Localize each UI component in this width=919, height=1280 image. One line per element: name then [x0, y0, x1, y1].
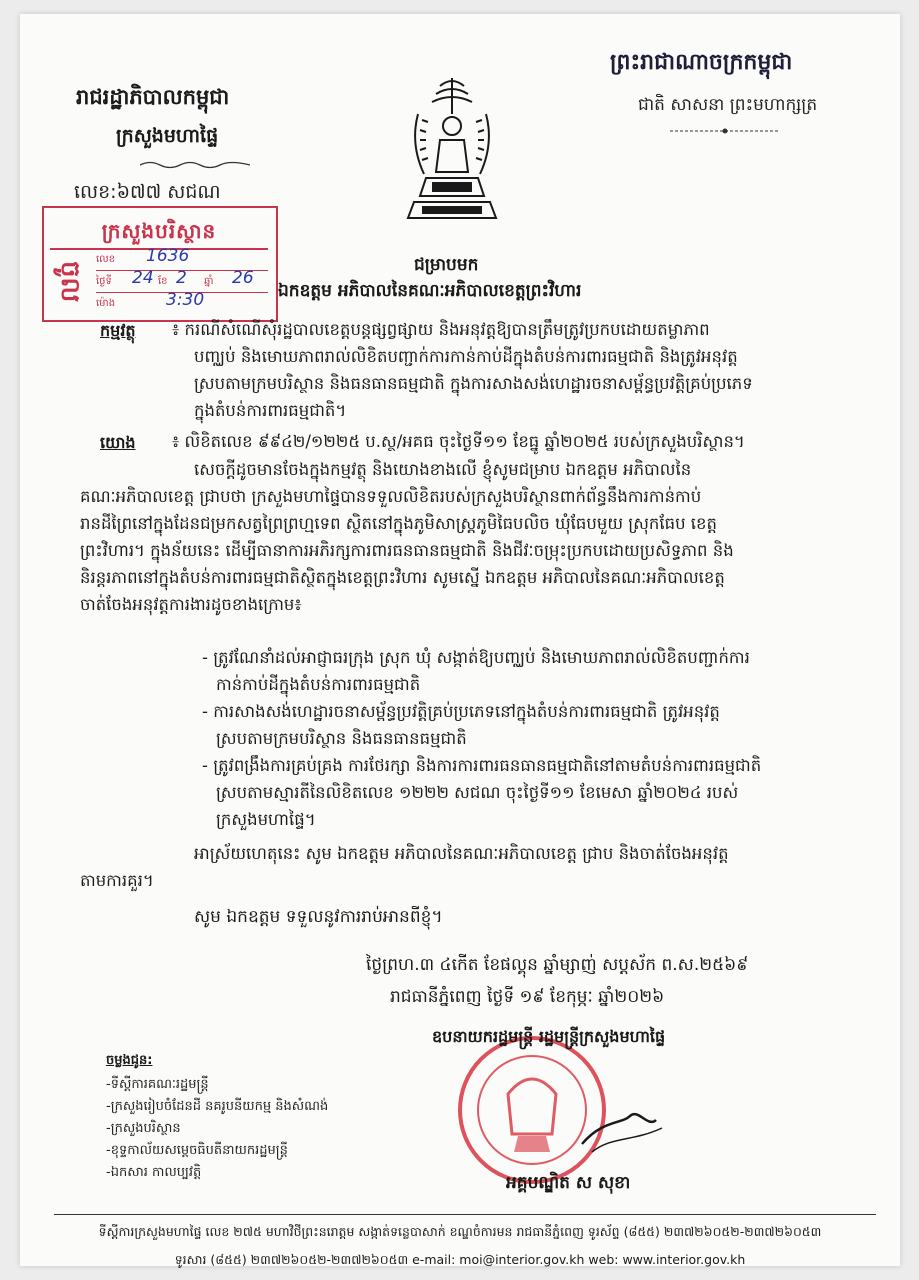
stamp-time: 3:30	[166, 290, 205, 310]
cc-title: ចម្លងជូន:	[106, 1053, 153, 1068]
body-line: គណៈអភិបាលខេត្ត ជ្រាបថា ក្រសួងមហាផ្ទៃបានទទួលលិខិតរបស់ក្រសួងបរិស្ថានពាក់ព័ន្ធនឹងការកាន់កាប់	[80, 487, 702, 506]
recipient: ឯកឧត្តម អភិបាលនៃគណៈអភិបាលខេត្តព្រះវិហារ	[278, 281, 582, 301]
body-line: រានដីព្រៃនៅក្នុងដែនជម្រកសត្វព្រៃព្រហ្មទេព ស្ថិតនៅក្នុងភូមិសាស្រ្តភូមិធៃបលិច ឃុំធែបមួយ ស្រុកធែប ខេត្ត	[80, 514, 717, 533]
motto-divider-icon	[670, 127, 780, 135]
stamp-number-value: 1636	[146, 246, 190, 266]
stamp-side-label: ចូល	[55, 261, 85, 303]
bullet-line: ក្រសួងមហាផ្ទៃ។	[216, 810, 316, 829]
stamp-number-label: លេខ	[96, 254, 116, 265]
cc-item: -ខុទ្ទកាល័យសម្តេចធិបតីនាយករដ្ឋមន្ត្រី	[106, 1143, 288, 1158]
kingdom-title: ព្រះរាជាណាចក្រកម្ពុជា	[610, 50, 793, 75]
body-line: ព្រះវិហារ។ ក្នុងន័យនេះ ដើម្បីធានាការអភិរក្សការពារធនធានធម្មជាតិ និងជីវៈចម្រុះប្រកបដោយប្រសិទ្ធភាព និង	[80, 541, 734, 560]
reference-text: ៖ លិខិតលេខ ៩៩៤២/១២២៥ ប.ស្ថ/អគធ ចុះថ្ងៃទី១១ ខែធ្នូ ឆ្នាំ២០២៥ របស់ក្រសួងបរិស្ថាន។	[172, 432, 745, 451]
body-line: និរន្តរភាពនៅក្នុងតំបន់ការពារធម្មជាតិស្ថិតក្នុងខេត្តព្រះវិហារ សូមស្នើ ឯកឧត្តម អភិបាលនៃគណៈអភិបាលខេត្ត	[80, 568, 725, 587]
body-line: ចាត់ចែងអនុវត្តការងារដូចខាងក្រោម៖	[80, 595, 302, 614]
subject-text	[172, 316, 872, 424]
bullet-line: ស្របតាមក្រមបរិស្ថាន និងធនធានធម្មជាតិ	[216, 729, 467, 748]
bullet-list	[202, 644, 862, 833]
bullet-line: - ត្រូវណែនាំដល់អាជ្ញាធរក្រុង ស្រុក ឃុំ សង្កាត់ឱ្យបញ្ឈប់ និងមោឃភាពរាល់លិខិតបញ្ជាក់ការ	[202, 648, 750, 667]
reference-number: លេខ:៦៧៧ សជណ	[74, 181, 221, 203]
closing-line: សូម ឯកឧត្តម ទទួលនូវការរាប់អានពីខ្ញុំ។	[194, 907, 443, 927]
cc-item: -ទីស្តីការគណៈរដ្ឋមន្ត្រី	[106, 1077, 209, 1092]
bullet-item	[202, 644, 862, 698]
subject-line: ស្របតាមក្រមបរិស្ថាន និងធនធានធម្មជាតិ ក្នុងការសាងសង់ហេដ្ឋារចនាសម្ព័ន្ធប្រវត្តិគ្រប់ប្រភេទ	[194, 374, 753, 393]
stamp-year-label: ឆ្នាំ	[204, 276, 214, 287]
bullet-line: - ការសាងសង់ហេដ្ឋារចនាសម្ព័ន្ធប្រវត្តិគ្រប់ប្រភេទនៅក្នុងតំបន់ការពារធម្មជាតិ ត្រូវអនុវត្ត	[202, 702, 720, 721]
signer-title: ឧបនាយករដ្ឋមន្ត្រី រដ្ឋមន្ត្រីក្រសួងមហាផ្ទៃ	[432, 1027, 666, 1046]
lunar-date: ថ្ងៃព្រហ.៣ ៤កើត ខែផល្គុន ឆ្នាំម្សាញ់ សប្តស័ក ព.ស.២៥៦៩	[366, 955, 749, 975]
stamp-month: 2	[176, 268, 187, 288]
received-stamp	[42, 206, 278, 322]
footer-address: ទីស្តីការក្រសួងមហាផ្ទៃ លេខ ២៧៥ មហាវិថីព្រះនរោត្តម សង្កាត់ទន្លេបាសាក់ ខណ្ឌចំការមន រាជធានីភ្នំពេញ ទូរស័ព្ទ (៨៥៥) ២៣៧២៦០៥២-២៣៧២៦០៥៣	[98, 1224, 822, 1239]
bullet-line: កាន់កាប់ដីក្នុងតំបន់ការពារធម្មជាតិ	[216, 675, 421, 694]
signer-name: អគ្គបណ្ឌិត ស សុខា	[506, 1173, 631, 1193]
ministry-divider-icon	[140, 160, 250, 170]
subject-line: ៖ ករណីសំណើសុំរដ្ឋបាលខេត្តបន្តផ្សព្វផ្សាយ និងអនុវត្តឱ្យបានត្រឹមត្រូវប្រកបដោយតម្លាភាព	[172, 320, 710, 339]
solar-date: រាជធានីភ្នំពេញ ថ្ងៃទី ១៩ ខែកុម្ភៈ ឆ្នាំ២០២៦	[390, 987, 665, 1007]
conclusion-line: តាមការគួរ។	[80, 871, 154, 890]
body-line: សេចក្ដីដូចមានចែងក្នុងកម្មវត្ថុ និងយោងខាងលើ ខ្ញុំសូមជម្រាប ឯកឧត្តម អភិបាលនៃ	[194, 460, 692, 479]
footer-divider	[54, 1214, 876, 1215]
footer-contact: ទូរសារ (៨៥៥) ២៣៧២៦០៥២-២៣៧២៦០៥៣ e-mail: moi@interior.gov.kh web: www.interior.gov.kh	[174, 1252, 746, 1267]
stamp-time-label: ម៉ោង	[96, 298, 116, 309]
letter-page	[20, 14, 900, 1266]
bullet-line: - ត្រូវពង្រឹងការគ្រប់គ្រង ការថែរក្សា និងការការពារធនធានធម្មជាតិនៅតាមតំបន់ការពារធម្មជាតិ	[202, 756, 762, 775]
royal-emblem-icon	[392, 74, 512, 224]
subject-line: បញ្ឈប់ និងមោឃភាពរាល់លិខិតបញ្ជាក់ការកាន់កាប់ដីក្នុងតំបន់ការពារធម្មជាតិ និងត្រូវអនុវត្ត	[194, 347, 738, 366]
cc-item: -ក្រសួងរៀបចំដែនដី នគរូបនីយកម្ម និងសំណង់	[106, 1099, 329, 1114]
bullet-item	[202, 752, 862, 833]
stamp-time-row	[96, 290, 268, 314]
salutation: ជម្រាបមក	[414, 255, 479, 275]
body-paragraph	[80, 456, 860, 618]
conclusion-line: អាស្រ័យហេតុនេះ សូម ឯកឧត្តម អភិបាលនៃគណៈអភិបាលខេត្ត ជ្រាប និងចាត់ចែងអនុវត្ត	[194, 844, 729, 863]
subject-label: កម្មវត្ថុ	[100, 321, 136, 340]
stamp-month-label: ខែ	[158, 276, 168, 287]
ministry-name: ក្រសួងមហាផ្ទៃ	[116, 125, 219, 147]
stamp-date-label: ថ្ងៃទី	[96, 276, 112, 287]
stamp-day: 24	[132, 268, 154, 288]
reference-label: យោង	[100, 433, 136, 452]
national-motto: ជាតិ សាសនា ព្រះមហាក្សត្រ	[638, 95, 818, 115]
subject-line: ក្នុងតំបន់ការពារធម្មជាតិ។	[194, 401, 347, 420]
stamp-title: ក្រសួងបរិស្ថាន	[50, 214, 268, 250]
stamp-year: 26	[232, 268, 254, 288]
bullet-item	[202, 698, 862, 752]
cc-item: -ក្រសួងបរិស្ថាន	[106, 1121, 181, 1136]
bullet-line: ស្របតាមស្មារតីនៃលិខិតលេខ ១២២២ សជណ ចុះថ្ងៃទី១១ ខែមេសា ឆ្នាំ២០២៤ របស់	[216, 783, 739, 802]
conclusion-paragraph	[80, 840, 860, 894]
government-name: រាជរដ្ឋាភិបាលកម្ពុជា	[76, 85, 230, 109]
cc-item: -ឯកសារ កាលប្បវត្តិ	[106, 1165, 202, 1180]
